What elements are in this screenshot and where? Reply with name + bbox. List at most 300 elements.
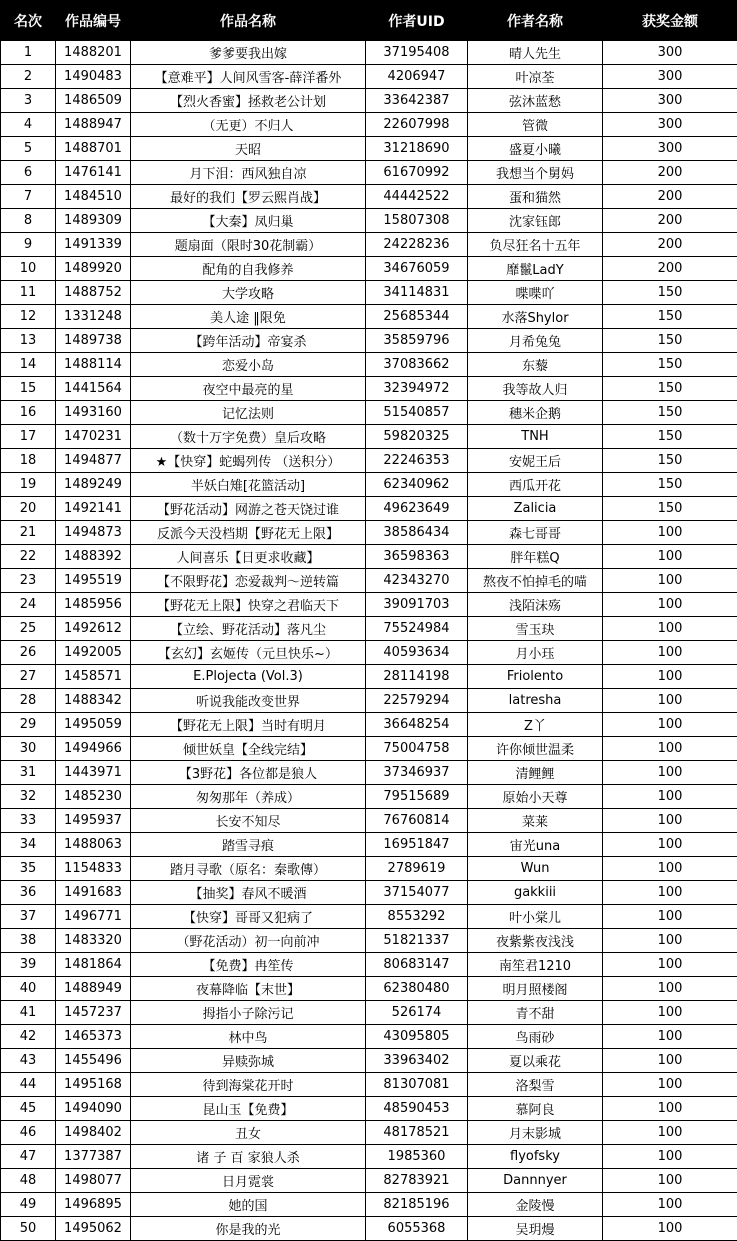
cell-author-uid: 36648254 [366,713,468,737]
cell-award-amount: 200 [603,233,737,257]
table-row [1,233,737,257]
cell-work-id: 1489920 [56,257,131,281]
cell-work-name: 你是我的光 [131,1217,366,1241]
cell-author-name: Zalicia [468,497,603,521]
cell-author-uid: 48178521 [366,1121,468,1145]
cell-author-name: 沈家钰郎 [468,209,603,233]
cell-work-id: 1441564 [56,377,131,401]
cell-rank: 50 [1,1217,56,1241]
cell-work-id: 1492141 [56,497,131,521]
cell-author-uid: 59820325 [366,425,468,449]
cell-rank: 22 [1,545,56,569]
header-rank: 名次 [1,1,56,41]
cell-work-name: 【野花无上限】快穿之君临天下 [131,593,366,617]
cell-author-uid: 15807308 [366,209,468,233]
cell-rank: 27 [1,665,56,689]
cell-author-name: Friolento [468,665,603,689]
header-row [1,1,737,41]
table-row [1,425,737,449]
cell-work-id: 1488201 [56,41,131,65]
table-row [1,1049,737,1073]
cell-award-amount: 100 [603,1073,737,1097]
cell-author-uid: 4206947 [366,65,468,89]
cell-award-amount: 100 [603,1001,737,1025]
cell-author-name: gakkiii [468,881,603,905]
table-row [1,545,737,569]
table-row [1,1121,737,1145]
cell-award-amount: 300 [603,137,737,161]
cell-work-name: E.Plojecta (Vol.3) [131,665,366,689]
cell-author-name: 雪玉玦 [468,617,603,641]
cell-rank: 33 [1,809,56,833]
header-work-name: 作品名称 [131,1,366,41]
cell-work-id: 1494873 [56,521,131,545]
cell-author-name: 东藜 [468,353,603,377]
table-row [1,209,737,233]
table-row [1,593,737,617]
cell-rank: 11 [1,281,56,305]
cell-work-name: 最好的我们【罗云熙肖战】 [131,185,366,209]
cell-rank: 13 [1,329,56,353]
cell-rank: 15 [1,377,56,401]
cell-author-uid: 37346937 [366,761,468,785]
cell-work-id: 1492612 [56,617,131,641]
table-row [1,617,737,641]
cell-rank: 18 [1,449,56,473]
cell-author-name: 盛夏小曦 [468,137,603,161]
cell-author-name: 洛梨雪 [468,1073,603,1097]
cell-author-uid: 37154077 [366,881,468,905]
table-row [1,1193,737,1217]
cell-author-uid: 79515689 [366,785,468,809]
cell-work-name: 【玄幻】玄姬传（元旦快乐~） [131,641,366,665]
table-row [1,137,737,161]
cell-rank: 25 [1,617,56,641]
cell-author-name: Z丫 [468,713,603,737]
cell-work-id: 1485956 [56,593,131,617]
table-row [1,329,737,353]
cell-rank: 10 [1,257,56,281]
table-row [1,185,737,209]
cell-work-id: 1488114 [56,353,131,377]
cell-award-amount: 150 [603,401,737,425]
table-row [1,809,737,833]
cell-author-uid: 81307081 [366,1073,468,1097]
table-row [1,473,737,497]
cell-author-name: 喋喋吖 [468,281,603,305]
cell-award-amount: 100 [603,689,737,713]
cell-work-id: 1495937 [56,809,131,833]
cell-author-uid: 8553292 [366,905,468,929]
cell-award-amount: 100 [603,929,737,953]
table-row [1,281,737,305]
cell-author-name: 西瓜开花 [468,473,603,497]
cell-rank: 16 [1,401,56,425]
cell-award-amount: 150 [603,497,737,521]
cell-work-name: 待到海棠花开时 [131,1073,366,1097]
cell-work-id: 1490483 [56,65,131,89]
cell-author-name: 叶凉荃 [468,65,603,89]
table-row [1,929,737,953]
cell-work-id: 1493160 [56,401,131,425]
table-row [1,41,737,65]
cell-rank: 1 [1,41,56,65]
cell-award-amount: 200 [603,209,737,233]
cell-award-amount: 150 [603,449,737,473]
cell-work-name: 异赎弥城 [131,1049,366,1073]
header-work-id: 作品编号 [56,1,131,41]
cell-work-id: 1489249 [56,473,131,497]
cell-author-name: flyofsky [468,1145,603,1169]
cell-work-id: 1494966 [56,737,131,761]
cell-work-id: 1488063 [56,833,131,857]
cell-work-id: 1494877 [56,449,131,473]
cell-author-uid: 61670992 [366,161,468,185]
cell-work-id: 1484510 [56,185,131,209]
table-row [1,113,737,137]
cell-work-id: 1489309 [56,209,131,233]
cell-rank: 6 [1,161,56,185]
cell-work-name: 夜幕降临【末世】 [131,977,366,1001]
cell-work-name: 她的国 [131,1193,366,1217]
cell-rank: 24 [1,593,56,617]
cell-author-name: 青不甜 [468,1001,603,1025]
cell-author-name: 负尽狂名十五年 [468,233,603,257]
table-row [1,905,737,929]
cell-work-id: 1465373 [56,1025,131,1049]
cell-work-name: 匆匆那年（养成） [131,785,366,809]
cell-award-amount: 100 [603,953,737,977]
cell-work-name: 【野花无上限】当时有明月 [131,713,366,737]
cell-author-uid: 16951847 [366,833,468,857]
cell-award-amount: 100 [603,785,737,809]
cell-author-uid: 62380480 [366,977,468,1001]
cell-award-amount: 100 [603,1025,737,1049]
cell-award-amount: 300 [603,113,737,137]
cell-author-name: latresha [468,689,603,713]
cell-work-name: （无更）不归人 [131,113,366,137]
cell-rank: 5 [1,137,56,161]
cell-work-id: 1492005 [56,641,131,665]
cell-work-name: 【3野花】各位都是狼人 [131,761,366,785]
cell-work-name: 配角的自我修养 [131,257,366,281]
cell-rank: 38 [1,929,56,953]
table-header [1,1,737,41]
cell-rank: 9 [1,233,56,257]
cell-rank: 26 [1,641,56,665]
cell-author-uid: 62340962 [366,473,468,497]
table-row [1,833,737,857]
cell-author-name: 月希兔兔 [468,329,603,353]
cell-author-uid: 34114831 [366,281,468,305]
cell-work-name: 美人途 ‖限免 [131,305,366,329]
cell-author-name: 宙光una [468,833,603,857]
cell-award-amount: 200 [603,257,737,281]
table-row [1,689,737,713]
cell-work-id: 1154833 [56,857,131,881]
cell-award-amount: 150 [603,425,737,449]
cell-author-uid: 2789619 [366,857,468,881]
cell-author-name: 夏以乘花 [468,1049,603,1073]
cell-work-name: 月下泪：西风独自凉 [131,161,366,185]
table-body [1,41,737,1241]
cell-author-uid: 36598363 [366,545,468,569]
table-row [1,1025,737,1049]
cell-award-amount: 100 [603,641,737,665]
cell-award-amount: 100 [603,1121,737,1145]
cell-author-name: 清鲤鲤 [468,761,603,785]
cell-author-name: 穗米企鹅 [468,401,603,425]
cell-rank: 44 [1,1073,56,1097]
cell-work-name: 倾世妖皇【全线完结】 [131,737,366,761]
cell-award-amount: 100 [603,905,737,929]
cell-award-amount: 150 [603,353,737,377]
cell-award-amount: 300 [603,41,737,65]
cell-rank: 47 [1,1145,56,1169]
cell-award-amount: 100 [603,593,737,617]
cell-author-uid: 82783921 [366,1169,468,1193]
cell-work-name: 长安不知尽 [131,809,366,833]
cell-work-id: 1489738 [56,329,131,353]
cell-author-uid: 24228236 [366,233,468,257]
table-row [1,641,737,665]
cell-author-uid: 40593634 [366,641,468,665]
cell-work-id: 1331248 [56,305,131,329]
cell-author-name: 管微 [468,113,603,137]
cell-author-uid: 51540857 [366,401,468,425]
table-row [1,449,737,473]
cell-award-amount: 100 [603,857,737,881]
cell-author-uid: 75524984 [366,617,468,641]
cell-work-name: 丑女 [131,1121,366,1145]
cell-work-name: 【野花活动】网游之苍天饶过谁 [131,497,366,521]
cell-work-name: 日月霓裳 [131,1169,366,1193]
cell-author-name: 浅陌沫殇 [468,593,603,617]
cell-rank: 17 [1,425,56,449]
cell-rank: 14 [1,353,56,377]
cell-author-uid: 35859796 [366,329,468,353]
cell-rank: 2 [1,65,56,89]
table-row [1,1097,737,1121]
cell-rank: 46 [1,1121,56,1145]
cell-author-name: 叶小棠儿 [468,905,603,929]
cell-award-amount: 100 [603,1097,737,1121]
cell-author-name: 晴人先生 [468,41,603,65]
cell-work-name: 恋爱小岛 [131,353,366,377]
cell-author-uid: 22579294 [366,689,468,713]
cell-work-name: 【大秦】凤归巢 [131,209,366,233]
cell-rank: 21 [1,521,56,545]
cell-work-id: 1455496 [56,1049,131,1073]
cell-award-amount: 100 [603,1145,737,1169]
cell-work-id: 1498402 [56,1121,131,1145]
cell-rank: 30 [1,737,56,761]
cell-work-id: 1488947 [56,113,131,137]
cell-award-amount: 100 [603,1193,737,1217]
table-row [1,953,737,977]
cell-work-id: 1491683 [56,881,131,905]
cell-work-id: 1377387 [56,1145,131,1169]
table-row [1,1169,737,1193]
cell-rank: 28 [1,689,56,713]
cell-award-amount: 100 [603,1169,737,1193]
table-row [1,497,737,521]
cell-work-id: 1470231 [56,425,131,449]
table-row [1,521,737,545]
cell-author-uid: 22246353 [366,449,468,473]
cell-work-name: （野花活动）初一向前冲 [131,929,366,953]
cell-author-name: 熬夜不怕掉毛的喵 [468,569,603,593]
cell-award-amount: 100 [603,521,737,545]
cell-rank: 19 [1,473,56,497]
cell-author-uid: 51821337 [366,929,468,953]
cell-author-name: 月末影城 [468,1121,603,1145]
cell-author-uid: 6055368 [366,1217,468,1241]
cell-author-uid: 44442522 [366,185,468,209]
cell-work-id: 1496771 [56,905,131,929]
cell-rank: 36 [1,881,56,905]
cell-award-amount: 100 [603,713,737,737]
cell-work-id: 1443971 [56,761,131,785]
table-row [1,305,737,329]
cell-work-id: 1485230 [56,785,131,809]
cell-author-uid: 25685344 [366,305,468,329]
table-row [1,65,737,89]
cell-work-id: 1457237 [56,1001,131,1025]
cell-author-name: 原始小天尊 [468,785,603,809]
cell-rank: 41 [1,1001,56,1025]
cell-work-name: （数十万字免费）皇后攻略 [131,425,366,449]
cell-work-id: 1488392 [56,545,131,569]
cell-author-uid: 22607998 [366,113,468,137]
header-award-amount: 获奖金额 [603,1,737,41]
cell-author-uid: 31218690 [366,137,468,161]
cell-rank: 42 [1,1025,56,1049]
table-row [1,1145,737,1169]
cell-work-id: 1496895 [56,1193,131,1217]
cell-author-uid: 39091703 [366,593,468,617]
cell-work-name: 林中鸟 [131,1025,366,1049]
cell-award-amount: 100 [603,617,737,641]
cell-author-name: 我等故人归 [468,377,603,401]
table-row [1,353,737,377]
cell-work-name: 【快穿】哥哥又犯病了 [131,905,366,929]
cell-author-uid: 526174 [366,1001,468,1025]
cell-work-name: 半妖白雉[花篮活动] [131,473,366,497]
cell-award-amount: 100 [603,1049,737,1073]
cell-work-name: 【免费】冉笙传 [131,953,366,977]
cell-rank: 4 [1,113,56,137]
cell-work-id: 1494090 [56,1097,131,1121]
cell-award-amount: 100 [603,545,737,569]
cell-rank: 7 [1,185,56,209]
cell-rank: 20 [1,497,56,521]
cell-work-name: 【意难平】人间风雪客-薛洋番外 [131,65,366,89]
cell-author-name: 明月照楼阁 [468,977,603,1001]
cell-author-name: 南笙君1210 [468,953,603,977]
table-row [1,401,737,425]
cell-work-id: 1486509 [56,89,131,113]
cell-author-uid: 80683147 [366,953,468,977]
table-row [1,89,737,113]
table-row [1,377,737,401]
cell-work-id: 1495168 [56,1073,131,1097]
cell-award-amount: 150 [603,305,737,329]
cell-author-name: 鸟雨砂 [468,1025,603,1049]
cell-rank: 40 [1,977,56,1001]
cell-work-id: 1488752 [56,281,131,305]
cell-author-name: 靡鬣LadY [468,257,603,281]
cell-rank: 45 [1,1097,56,1121]
cell-author-name: TNH [468,425,603,449]
cell-work-name: 爹爹要我出嫁 [131,41,366,65]
cell-work-id: 1481864 [56,953,131,977]
cell-author-uid: 32394972 [366,377,468,401]
cell-award-amount: 100 [603,569,737,593]
table-row [1,569,737,593]
cell-author-uid: 33642387 [366,89,468,113]
cell-rank: 31 [1,761,56,785]
table-row [1,1001,737,1025]
cell-author-name: 胖年糕Q [468,545,603,569]
cell-award-amount: 200 [603,161,737,185]
cell-rank: 3 [1,89,56,113]
cell-rank: 8 [1,209,56,233]
cell-author-uid: 48590453 [366,1097,468,1121]
table-row [1,713,737,737]
cell-work-name: 大学攻略 [131,281,366,305]
cell-rank: 48 [1,1169,56,1193]
cell-work-id: 1476141 [56,161,131,185]
cell-work-id: 1498077 [56,1169,131,1193]
cell-work-id: 1488701 [56,137,131,161]
cell-author-name: 森七哥哥 [468,521,603,545]
table-row [1,761,737,785]
cell-work-name: 踏雪寻痕 [131,833,366,857]
cell-work-id: 1458571 [56,665,131,689]
cell-author-uid: 1985360 [366,1145,468,1169]
cell-award-amount: 100 [603,761,737,785]
cell-work-name: 夜空中最亮的星 [131,377,366,401]
cell-award-amount: 150 [603,281,737,305]
cell-author-name: Dannnyer [468,1169,603,1193]
cell-author-uid: 42343270 [366,569,468,593]
cell-work-id: 1483320 [56,929,131,953]
cell-author-name: 吴玥熳 [468,1217,603,1241]
table-row [1,881,737,905]
cell-rank: 29 [1,713,56,737]
cell-author-uid: 37083662 [366,353,468,377]
cell-work-name: 记忆法则 [131,401,366,425]
cell-author-uid: 76760814 [366,809,468,833]
cell-author-uid: 75004758 [366,737,468,761]
cell-author-name: Wun [468,857,603,881]
cell-award-amount: 300 [603,89,737,113]
cell-author-name: 月小珏 [468,641,603,665]
table-row [1,665,737,689]
cell-author-name: 我想当个舅妈 [468,161,603,185]
cell-author-name: 金陵慢 [468,1193,603,1217]
cell-author-uid: 43095805 [366,1025,468,1049]
cell-work-id: 1488342 [56,689,131,713]
cell-work-name: 题扇面（限时30花制霸） [131,233,366,257]
cell-work-name: 拇指小子除污记 [131,1001,366,1025]
cell-author-name: 许你倾世温柔 [468,737,603,761]
cell-rank: 34 [1,833,56,857]
cell-author-uid: 33963402 [366,1049,468,1073]
cell-work-id: 1491339 [56,233,131,257]
cell-rank: 49 [1,1193,56,1217]
